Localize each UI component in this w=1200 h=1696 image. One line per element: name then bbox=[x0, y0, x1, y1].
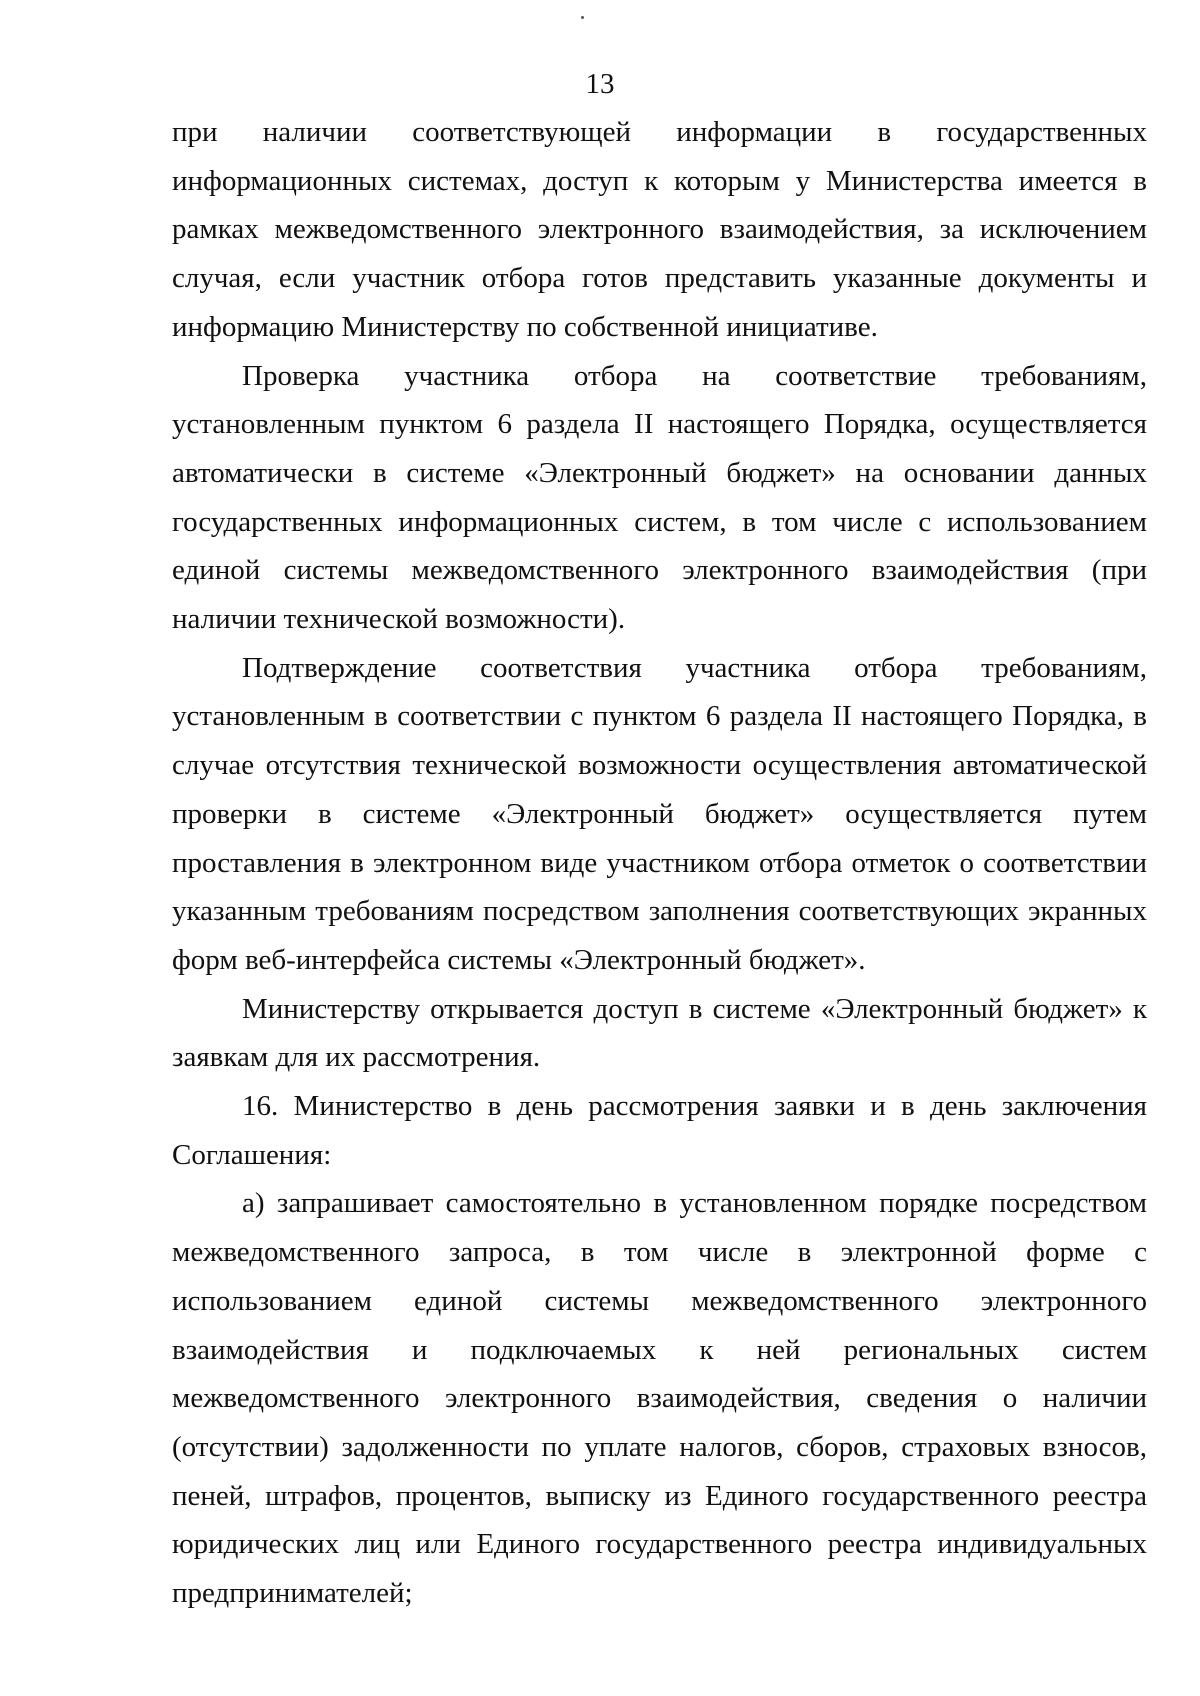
document-body bbox=[172, 108, 1147, 1618]
paragraph-participant-check: Проверка участника отбора на соответствие требованиям, установленным пунктом 6 раздела II настоящего Порядка, осуществляется автоматически в системе «Электронный бюджет» на основании данных государственных информационных систем, в том числе с использованием единой системы межведомственного электронного взаимодействия (при наличии технической возможности). bbox=[172, 359, 1147, 636]
scan-speck bbox=[581, 16, 584, 19]
paragraph-compliance-confirmation: Подтверждение соответствия участника отбора требованиям, установленным в соответствии с пунктом 6 раздела II настоящего Порядка, в случае отсутствия технической возможности осуществления автоматической проверки в системе «Электронный бюджет» осуществляется путем проставления в электронном виде участником отбора отметок о соответствии указанным требованиям посредством заполнения соответствующих экранных форм веб-интерфейса системы «Электронный бюджет». bbox=[172, 651, 1147, 976]
paragraph-ministry-access: Министерству открывается доступ в системе «Электронный бюджет» к заявкам для их рассмотрения. bbox=[172, 992, 1147, 1074]
paragraph-item-16: 16. Министерство в день рассмотрения заявки и в день заключения Соглашения: bbox=[172, 1090, 1147, 1171]
page-number: 13 bbox=[585, 68, 615, 100]
paragraph-continued-information-systems: при наличии соответствующей информации в государственных информационных системах, доступ к которым у Министерства имеется в рамках межведомственного электронного взаимодействия, за исключением случая, если участник отбора готов представить указанные документы и информацию Министерству по собственной инициативе. bbox=[172, 116, 1147, 343]
paragraph-item-16-a: а) запрашивает самостоятельно в установленном порядке посредством межведомственного запроса, в том числе в электронной форме с использованием единой системы межведомственного электронного взаимодействия и подключаемых к ней региональных систем межведомственного электронного взаимодействия, сведения о наличии (отсутствии) задолженности по уплате налогов, сборов, страховых взносов, пеней, штрафов, процентов, выписку из Единого государственного реестра юридических лиц или Единого государственного реестра индивидуальных предпринимателей; bbox=[172, 1187, 1147, 1610]
